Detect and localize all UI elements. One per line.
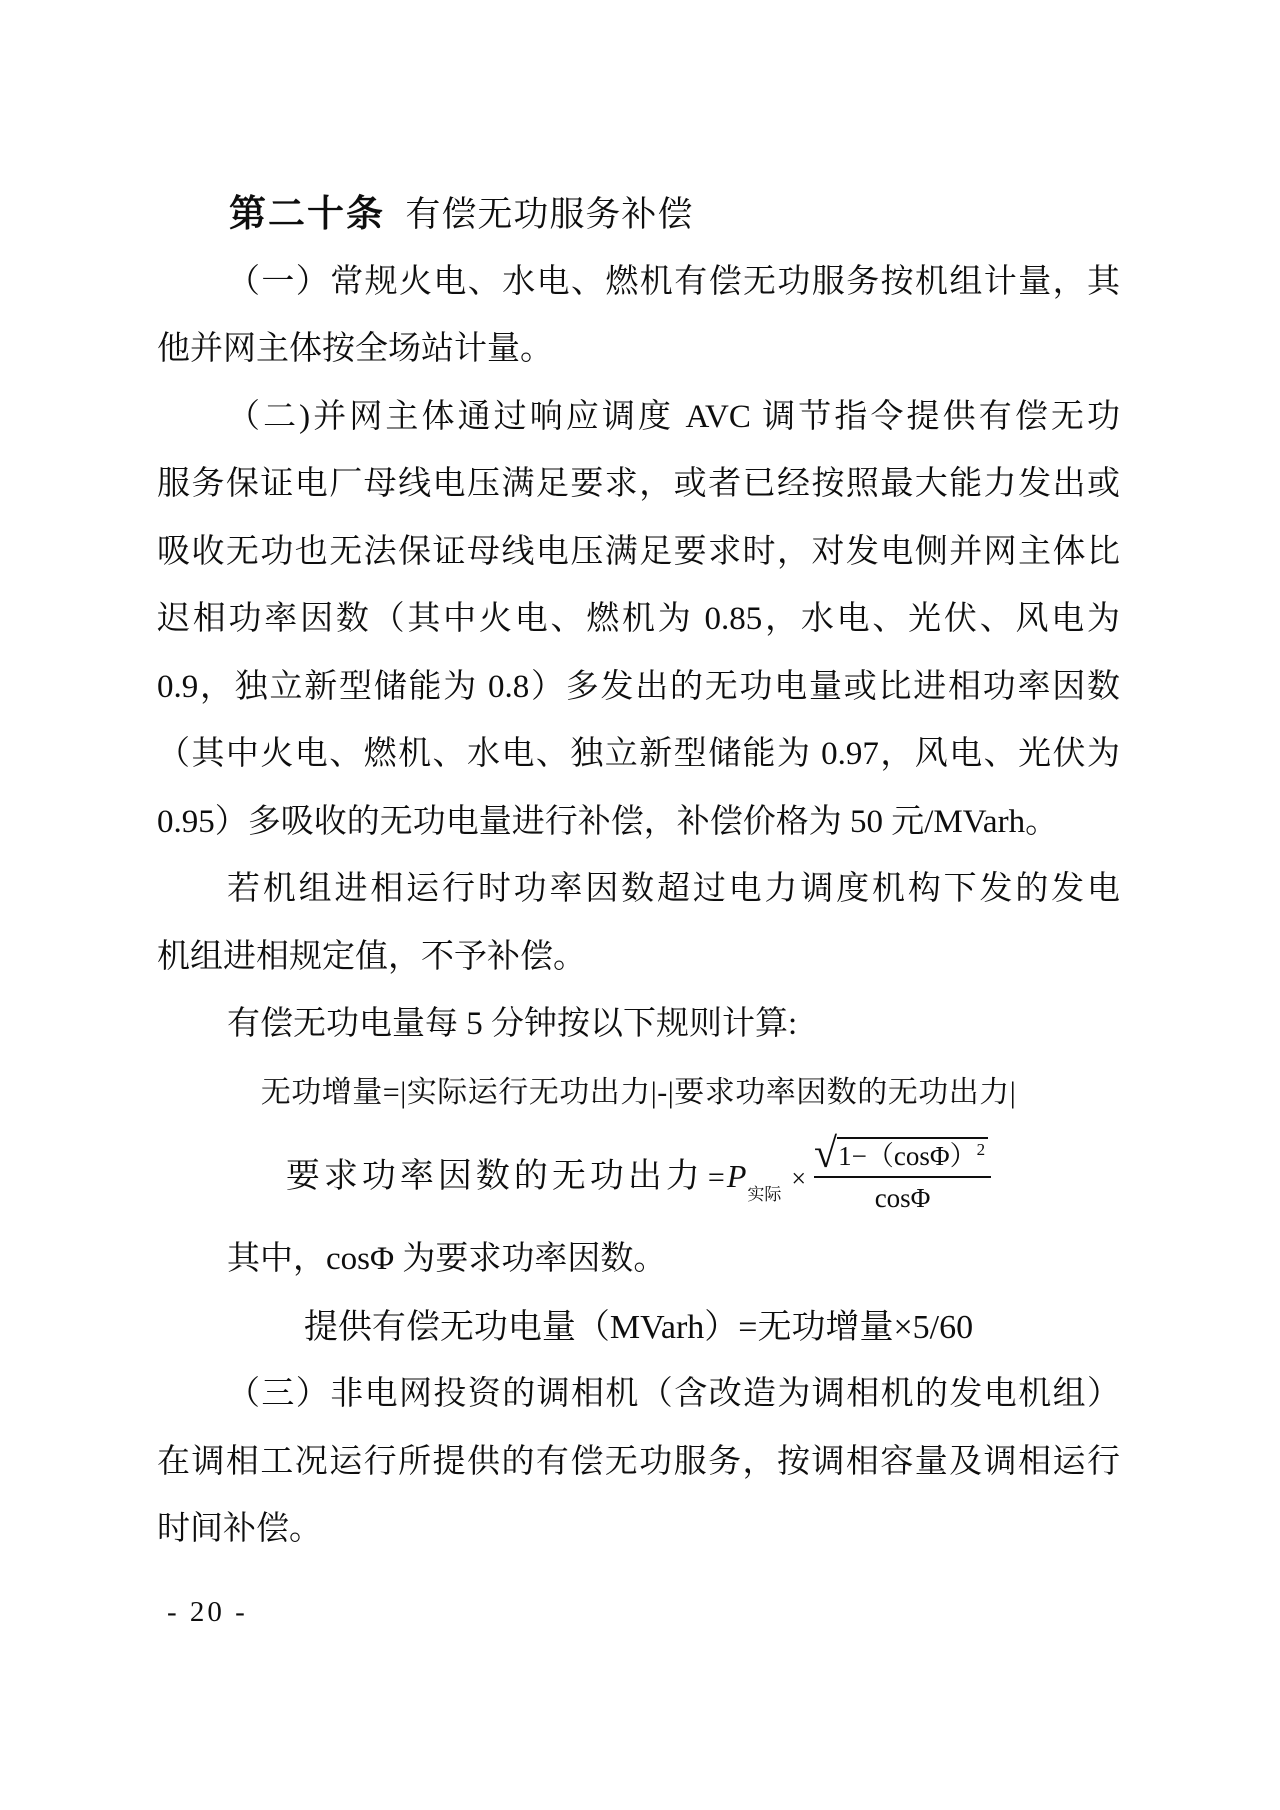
paragraph-2-line-1: （二)并网主体通过响应调度 AVC 调节指令提供有偿无功: [227, 398, 1120, 435]
paragraph-1-line-1: （一）常规火电、水电、燃机有偿无功服务按机组计量，其: [227, 263, 1120, 300]
article-title: 有偿无功服务补偿: [405, 195, 694, 234]
equals-sign: =: [707, 1161, 725, 1194]
paragraph-2-line-7: 0.95）多吸收的无功电量进行补偿，补偿价格为 50 元/MVarh。: [157, 803, 1059, 840]
paragraph-2-line-6: （其中火电、燃机、水电、独立新型储能为 0.97，风电、光伏为: [157, 736, 1120, 772]
paragraph-6-line-2: 在调相工况运行所提供的有偿无功服务，按调相容量及调相运行: [157, 1443, 1120, 1480]
formula-lhs-text: 要求功率因数的无功出力: [285, 1158, 704, 1195]
formula-required-reactive-output: [157, 1126, 1120, 1226]
multiplication-sign: ×: [791, 1164, 807, 1193]
radicand: [837, 1137, 988, 1172]
fraction-numerator: [814, 1130, 991, 1177]
article-body: [157, 181, 1120, 1564]
p-actual-subscript: 实际: [747, 1185, 782, 1204]
paragraph-3-line-1: 若机组进相运行时功率因数超过电力调度机构下发的发电: [227, 871, 1120, 907]
page-number: - 20 -: [167, 1596, 248, 1628]
paragraph-6-line-3: 时间补偿。: [157, 1511, 322, 1547]
radicand-expression: 1−（cosΦ）: [838, 1140, 977, 1171]
paragraph-2-line-3: 吸收无功也无法保证母线电压满足要求时，对发电侧并网主体比: [157, 533, 1120, 570]
paragraph-1-line-2: 他并网主体按全场站计量。: [157, 331, 553, 367]
paragraph-2-line-4: 迟相功率因数（其中火电、燃机为 0.85，水电、光伏、风电为: [157, 601, 1120, 637]
p-actual-symbol: P: [726, 1158, 747, 1194]
paragraph-4-line-1: 有偿无功电量每 5 分钟按以下规则计算:: [227, 1006, 798, 1042]
radicand-exponent: 2: [976, 1139, 986, 1159]
formula-reactive-increment: 无功增量=|实际运行无功出力|-|要求功率因数的无功出力|: [260, 1075, 1017, 1109]
paragraph-3-line-2: 机组进相规定值，不予补偿。: [157, 938, 586, 975]
radical-sign: √: [814, 1130, 838, 1177]
article-heading: [157, 181, 1120, 249]
paragraph-5-line-1: 其中，cosΦ 为要求功率因数。: [227, 1241, 667, 1277]
formula-provided-energy: 提供有偿无功电量（MVarh）=无功增量×5/60: [303, 1308, 974, 1346]
fraction-denominator: cosΦ: [814, 1176, 991, 1214]
fraction: [814, 1130, 991, 1214]
paragraph-2-line-2: 服务保证电厂母线电压满足要求，或者已经按照最大能力发出或: [157, 466, 1120, 502]
article-number: 第二十条: [229, 194, 385, 235]
paragraph-6-line-1: （三）非电网投资的调相机（含改造为调相机的发电机组）: [227, 1376, 1120, 1412]
paragraph-2-line-5: 0.9，独立新型储能为 0.8）多发出的无功电量或比进相功率因数: [157, 668, 1120, 705]
